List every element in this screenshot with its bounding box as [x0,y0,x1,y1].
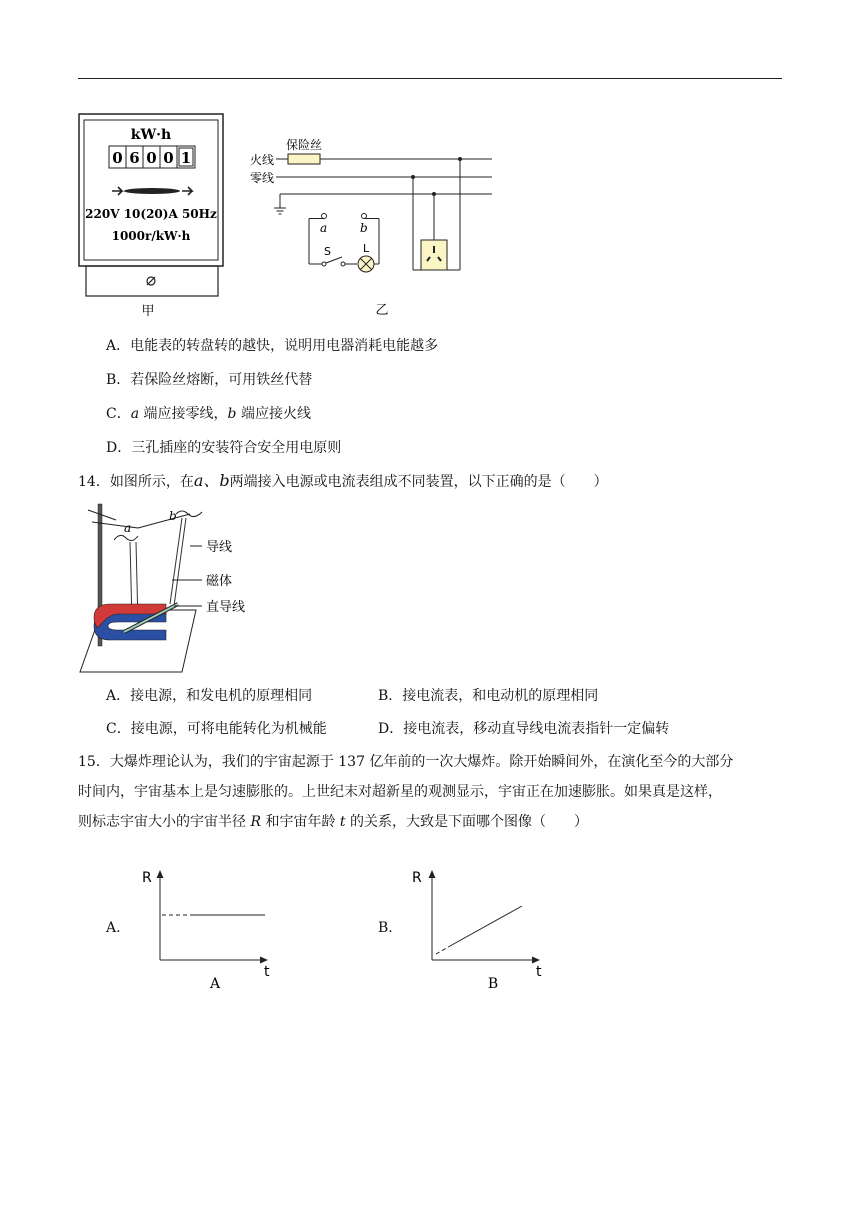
q13-option-c-prefix: C． [106,406,131,422]
q14-option-d: D．接电流表，移动直导线电流表指针一定偏转 [378,721,670,737]
circuit-caption: 乙 [375,303,389,318]
meter-revolutions: 1000r/kW·h [111,229,191,243]
terminal-b-label: b [169,509,177,523]
graph-b [408,862,558,994]
q13-option-d: D．三孔插座的安装符合安全用电原则 [106,440,342,456]
graph-b-y-axis-label: R [412,870,422,886]
terminal-a-label: a [124,521,132,535]
q14-option-a: A．接电源，和发电机的原理相同 [106,688,313,704]
q15-age-symbol: t [339,814,346,830]
wire-label: 导线 [206,540,233,555]
meter-caption: 甲 [141,304,155,319]
q13-option-c-a: a [130,406,140,422]
q15-radius-symbol: R [250,814,261,830]
q15-stem [78,747,784,837]
q14-option-b: B．接电流表，和电动机的原理相同 [378,688,599,704]
q13-option-c-mid: 端应接零线， [139,406,228,422]
terminal-a-label: a [320,221,328,235]
graph-b-x-axis-label: t [536,964,542,980]
q15-line-1: 15．大爆炸理论认为，我们的宇宙起源于 137 亿年前的一次大爆炸。除开始瞬间外，在演化至今的大部分 [78,754,734,770]
meter-digit: 6 [129,149,140,167]
ground-icon [274,194,286,214]
graph-b-caption: B [487,976,499,992]
meter-digits [109,146,195,168]
figure-circuit [246,132,496,322]
q13-option-b: B．若保险丝熔断，可用铁丝代替 [106,372,313,388]
straight-wire-label: 直导线 [206,600,246,615]
neutral-wire-label: 零线 [250,171,275,185]
q15-line-3-suffix: 的关系，大致是下面哪个图像（ ） [345,814,588,830]
q13-option-a: A．电能表的转盘转的越快，说明用电器消耗电能越多 [106,338,439,354]
meter-digit: 0 [163,149,174,167]
meter-unit: kW·h [130,127,172,143]
q14-stem-prefix: 14．如图所示，在 [78,474,194,490]
q15-option-b-label: B. [378,920,393,936]
terminal-b-label: b [360,221,368,235]
graph-a-x-axis-label: t [264,964,270,980]
meter-digit: 0 [112,149,123,167]
q13-option-c [106,405,311,423]
q15-line-3 [78,807,784,837]
q14-stem-ab: a、b [193,471,230,490]
meter-screw-icon [147,277,155,285]
figure-meter [78,112,226,322]
figure-magnet-wire [78,500,278,676]
header-rule [78,78,782,79]
fuse-label: 保险丝 [286,138,323,152]
q15-option-a-label: A. [106,920,121,936]
q15-line-3-mid: 和宇宙年龄 [261,814,340,830]
lamp-icon [358,256,374,272]
graph-a-y-axis-label: R [142,870,152,886]
meter-digit: 0 [146,149,157,167]
fuse [288,154,320,164]
q15-line-3-prefix: 则标志宇宙大小的宇宙半径 [78,814,251,830]
switch-label: S [324,245,331,258]
q14-stem-suffix: 两端接入电源或电流表组成不同装置，以下正确的是（ ） [229,474,608,490]
q13-option-c-suffix: 端应接火线 [236,406,311,422]
q13-option-c-b: b [227,406,237,422]
meter-arrow [112,187,192,195]
q14-option-c: C．接电源，可将电能转化为机械能 [106,721,327,737]
q15-line-2: 时间内，宇宙基本上是匀速膨胀的。上世纪末对超新星的观测显示，宇宙正在加速膨胀。如果真是这样， [78,784,722,800]
live-wire-label: 火线 [250,153,275,167]
lamp-label: L [363,242,370,255]
graph-a [136,862,286,994]
meter-digit: 1 [180,149,192,167]
graph-a-caption: A [209,976,221,992]
magnet-label: 磁体 [206,574,233,589]
meter-spec: 220V 10(20)A 50Hz [85,207,217,221]
q14-stem [78,472,608,491]
three-pin-socket [421,240,447,270]
